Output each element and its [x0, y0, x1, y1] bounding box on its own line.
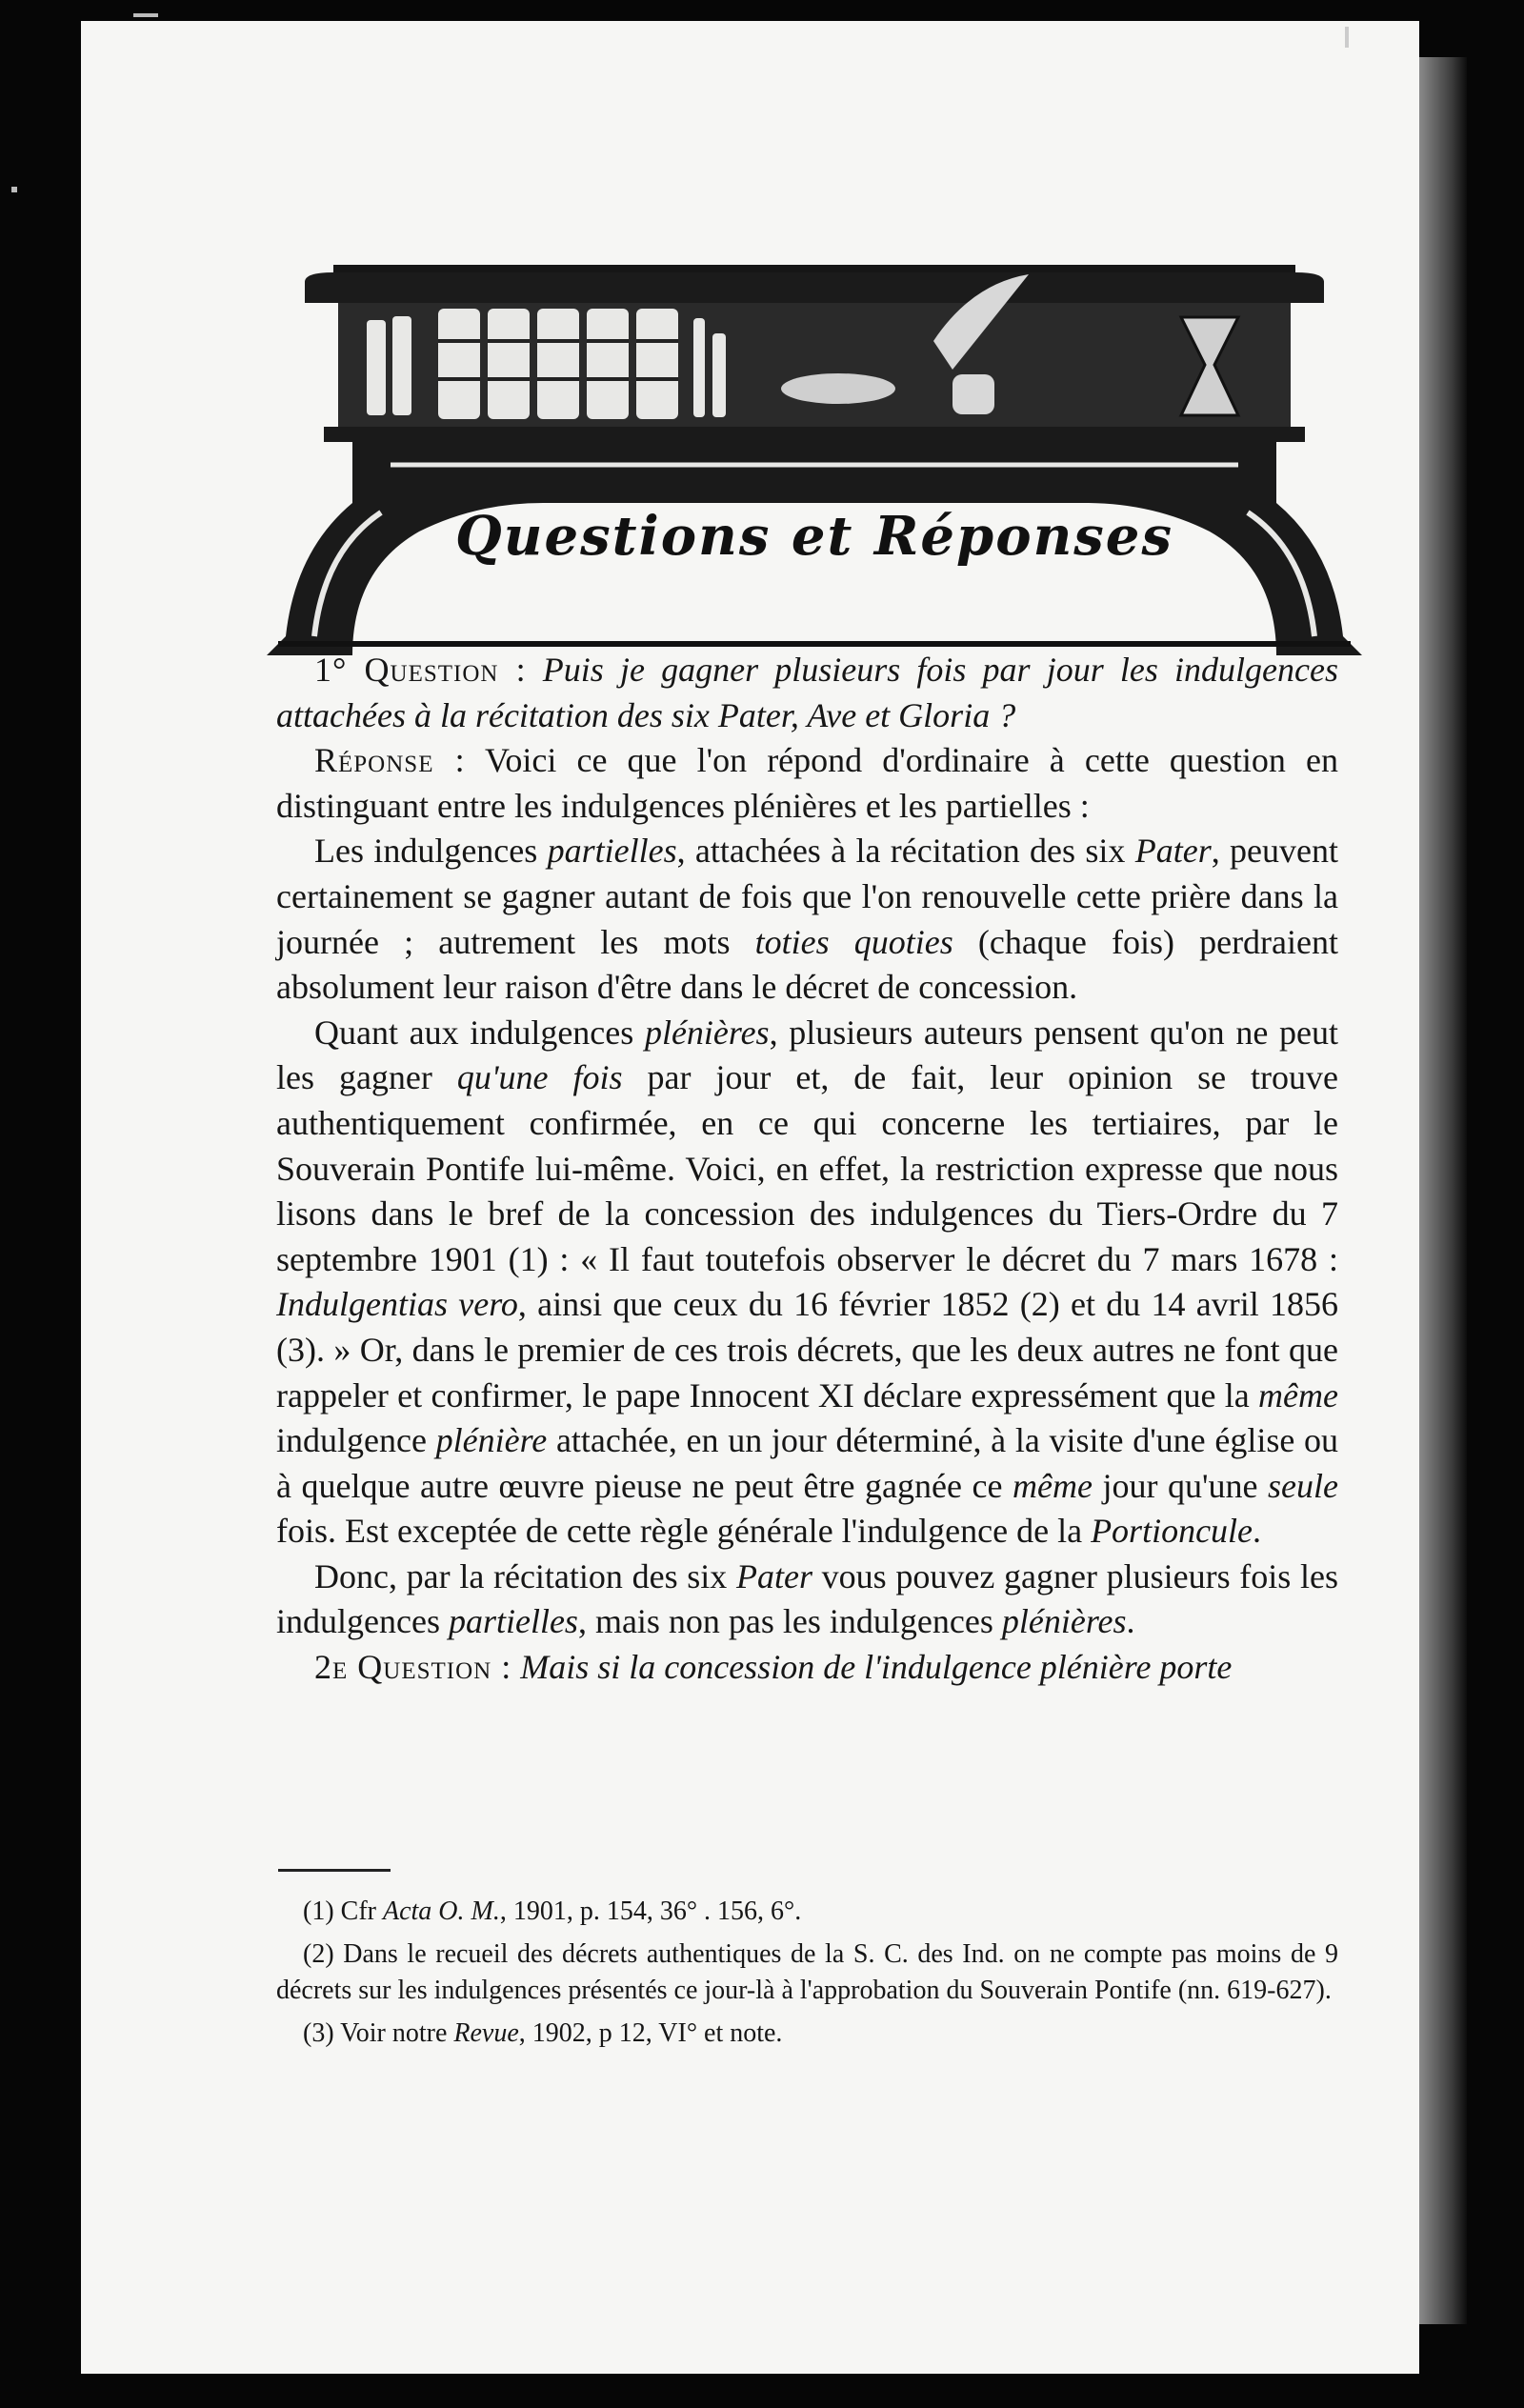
- text-run: , mais non pas les indulgences: [577, 1602, 1002, 1641]
- text-run: .: [1126, 1602, 1135, 1641]
- scan-speck: [1345, 27, 1349, 48]
- question-2: [276, 1645, 1338, 1691]
- text-run: , 1902, p 12, VI° et note.: [518, 2018, 783, 2048]
- text-run: plénières: [1001, 1602, 1127, 1641]
- footnotes: [276, 1894, 1338, 2058]
- text-run: seule: [1268, 1466, 1338, 1505]
- text-run: Pater: [735, 1556, 812, 1595]
- text-run: (chaque fois) perdraient absolument leur raison d'être dans le décret de concession.: [276, 922, 1339, 1007]
- scan-speck: [133, 13, 158, 17]
- text-run: même: [1258, 1375, 1338, 1415]
- text-run: attachée, en un jour déterminé, à la visite d'une église ou à quelque autre œuvre pieuse ne peut être gagnée ce: [276, 1421, 1338, 1505]
- paragraph-plenary: [276, 1011, 1338, 1555]
- text-run: plénières: [644, 1013, 770, 1052]
- page-edge-shadow: [1419, 57, 1467, 2324]
- text-run: .: [1253, 1512, 1262, 1551]
- question-label: 1° Question :: [314, 651, 527, 689]
- footnote-1: [276, 1894, 1338, 1930]
- footnote-2: (2) Dans le recueil des décrets authentiques de la S. C. des Ind. on ne compte pas moins de 9 décrets sur les indulgences présentés ce jour-là à l'approbation du Souverain Pontife (nn. 619-627).: [276, 1939, 1338, 2005]
- paragraph-partial: [276, 829, 1338, 1010]
- text-run: toties quoties: [754, 922, 953, 961]
- text-run: Les indulgences: [314, 832, 548, 871]
- question-text: Mais si la concession de l'indulgence plénière porte: [520, 1648, 1233, 1687]
- text-run: plénière: [435, 1421, 548, 1460]
- bookshelf-ornament-icon: [267, 265, 1362, 660]
- text-run: partielles: [448, 1602, 578, 1641]
- text-run: , ainsi que ceux du 16 février 1852 (2) et du 14 avril 1856 (3). » Or, dans le premier de ces trois décrets, que les deux autres ne font que rappeler et confirmer, le pape Innocent XI déclare expressément que la: [276, 1285, 1338, 1415]
- text-run: vous pouvez gagner plusieurs fois les indulgences: [276, 1556, 1338, 1641]
- answer-1: [276, 738, 1338, 829]
- answer-label: Réponse :: [314, 741, 466, 780]
- page-title: Questions et Réponses: [455, 505, 1173, 568]
- text-run: Donc, par la récitation des six: [314, 1556, 736, 1595]
- text-run: (1) Cfr: [303, 1896, 383, 1926]
- text-run: (3) Voir notre: [303, 2018, 454, 2048]
- scan-speck: [11, 187, 17, 192]
- body-text: [276, 648, 1338, 1691]
- text-run: , peuvent certainement se gagner autant de fois que l'on renouvelle cette prière dans la journée ; autrement les mots: [276, 832, 1338, 961]
- text-run: même: [1013, 1466, 1093, 1505]
- text-run: qu'une fois: [456, 1058, 623, 1097]
- text-run: Quant aux indulgences: [314, 1013, 645, 1052]
- question-label: 2e Question :: [314, 1648, 512, 1687]
- decorative-headpiece: [267, 265, 1362, 660]
- text-run: Indulgentias vero: [276, 1285, 518, 1324]
- question-1: [276, 648, 1338, 738]
- text-run: partielles: [547, 832, 677, 871]
- text-run: , attachées à la récitation des six: [676, 832, 1135, 871]
- text-run: Portioncule: [1091, 1512, 1253, 1551]
- text-run: jour qu'une: [1092, 1466, 1269, 1505]
- question-text: Puis je gagner plusieurs fois par jour les indulgences attachées à la récitation des six Pater, Ave et Gloria ?: [276, 651, 1338, 734]
- text-run: fois. Est exceptée de cette règle générale l'indulgence de la: [276, 1512, 1092, 1551]
- text-run: , 1901, p. 154, 36° . 156, 6°.: [499, 1896, 802, 1926]
- text-run: , plusieurs auteurs pensent qu'on ne peut les gagner: [276, 1013, 1338, 1097]
- paragraph-conclusion: [276, 1555, 1338, 1645]
- footnote-divider: [278, 1869, 391, 1872]
- text-run: Pater: [1134, 832, 1212, 871]
- text-run: Acta O. M.: [382, 1896, 500, 1926]
- answer-text: Voici ce que l'on répond d'ordinaire à cette question en distinguant entre les indulgences plénières et les partielles :: [276, 741, 1338, 825]
- text-run: par jour et, de fait, leur opinion se trouve authentiquement confirmée, en ce qui concerne les tertiaires, par le Souverain Pontife lui-même. Voici, en effet, la restriction expresse que nous lisons dans le bref de la concession des indulgences du Tiers-Ordre du 7 septembre 1901 (1) : « Il faut toutefois observer le décret du 7 mars 1678 :: [276, 1058, 1338, 1278]
- text-run: indulgence: [276, 1421, 436, 1460]
- footnote-3: [276, 2016, 1338, 2052]
- text-run: Revue: [453, 2018, 519, 2048]
